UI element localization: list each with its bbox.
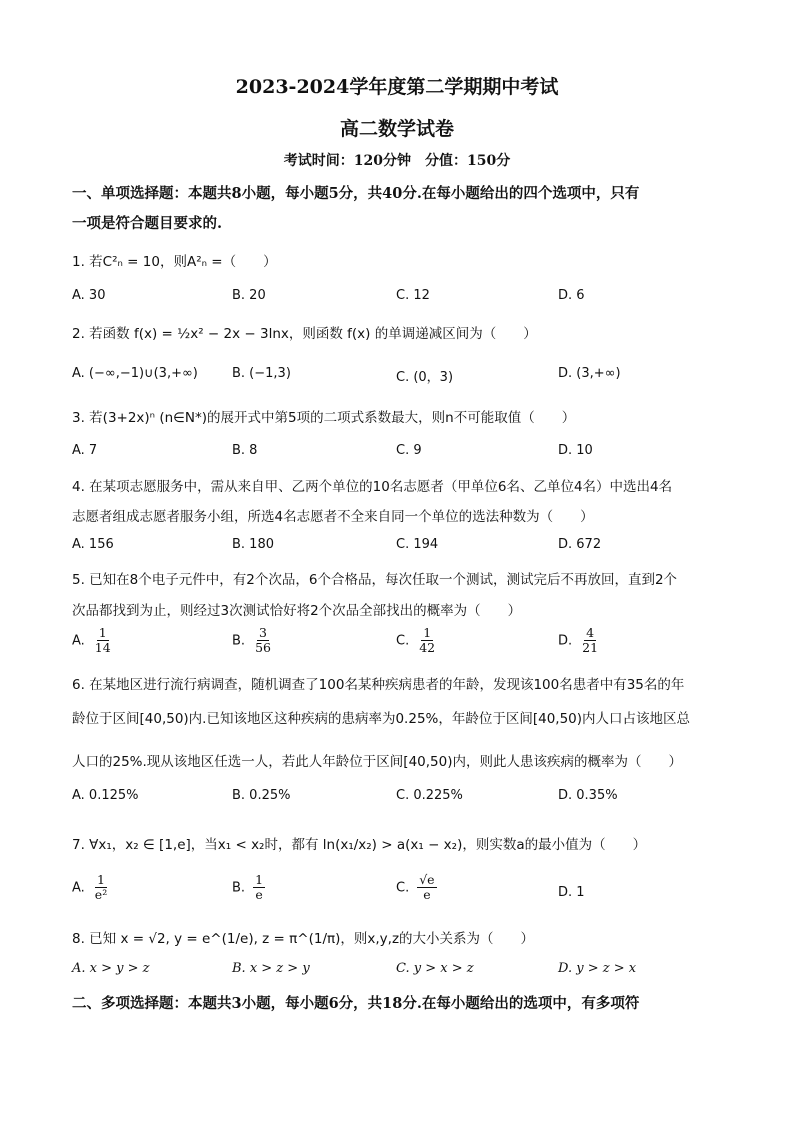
q6-stem-line3: 人口的25%.现从该地区任选一人，若此人年龄位于区间[40,50)内，则此人患该疾病的概率为（ ） bbox=[72, 754, 682, 770]
q6-option-d: D. 0.35% bbox=[558, 788, 618, 803]
q5-option-a-denominator: 14 bbox=[94, 640, 111, 656]
q7-option-b-fraction bbox=[253, 873, 265, 903]
q2-option-d: D. (3,+∞) bbox=[558, 366, 621, 381]
q2-stem: 2. 若函数 f(x) = ½x² − 2x − 3lnx，则函数 f(x) 的单调递减区间为（ ） bbox=[72, 326, 537, 342]
q7-option-a-fraction bbox=[93, 873, 109, 903]
q3-option-d: D. 10 bbox=[558, 443, 593, 458]
q4-stem-line2: 志愿者组成志愿者服务小组，所选4名志愿者不全来自同一个单位的选法种数为（ ） bbox=[72, 509, 594, 525]
q6-option-b: B. 0.25% bbox=[232, 788, 291, 803]
q3-option-a: A. 7 bbox=[72, 443, 98, 458]
q5-option-a-fraction bbox=[93, 626, 113, 656]
q5-option-b bbox=[232, 626, 273, 656]
q5-option-a-letter: A. bbox=[72, 633, 85, 649]
exam-subtitle: 高二数学试卷 bbox=[339, 118, 454, 140]
q7-option-c-letter: C. bbox=[396, 880, 410, 896]
q1-option-c: C. 12 bbox=[396, 288, 430, 303]
q7-option-a-letter: A. bbox=[72, 880, 85, 896]
q7-option-a-denominator: e² bbox=[94, 887, 108, 903]
q7-option-d: D. 1 bbox=[558, 885, 585, 900]
q2-option-b: B. (−1,3) bbox=[232, 366, 291, 381]
q3-option-b: B. 8 bbox=[232, 443, 258, 458]
q6-stem-line2: 龄位于区间[40,50)内.已知该地区这种疾病的患病率为0.25%，年龄位于区间[40,50)内人口占该地区总 bbox=[72, 711, 691, 727]
exam-meta: 考试时间：120分钟 分值：150分 bbox=[283, 153, 511, 169]
q5-option-c-numerator: 1 bbox=[423, 625, 432, 640]
q5-option-d bbox=[558, 626, 600, 656]
q7-option-a bbox=[72, 873, 109, 903]
q6-option-c: C. 0.225% bbox=[396, 788, 463, 803]
q4-stem-line1: 4. 在某项志愿服务中，需从来自甲、乙两个单位的10名志愿者（甲单位6名、乙单位4名）中选出4名 bbox=[72, 479, 673, 495]
q8-option-a: A. x > y > z bbox=[72, 961, 150, 976]
q7-option-c-denominator: e bbox=[423, 887, 431, 903]
exam-title: 2023-2024学年度第二学期期中考试 bbox=[235, 76, 559, 98]
q5-option-d-denominator: 21 bbox=[582, 640, 599, 656]
q5-stem-line1: 5. 已知在8个电子元件中，有2个次品，6个合格品，每次任取一个测试，测试完后不再放回，直到2个 bbox=[72, 572, 678, 588]
q7-option-b bbox=[232, 873, 265, 903]
q7-option-c-fraction bbox=[417, 873, 436, 903]
q7-option-b-letter: B. bbox=[232, 880, 246, 896]
q4-option-d: D. 672 bbox=[558, 537, 602, 552]
q6-stem-line1: 6. 在某地区进行流行病调查，随机调查了100名某种疾病患者的年龄，发现该100名患者中有35名的年 bbox=[72, 677, 685, 693]
q7-option-c-numerator: √e bbox=[419, 872, 435, 887]
q8-option-d: D. y > z > x bbox=[558, 961, 637, 976]
q1-option-a: A. 30 bbox=[72, 288, 106, 303]
q5-option-b-letter: B. bbox=[232, 633, 246, 649]
section1-heading-cont: 一项是符合题目要求的. bbox=[72, 215, 223, 232]
q8-option-c: C. y > x > z bbox=[396, 961, 474, 976]
q4-option-c: C. 194 bbox=[396, 537, 439, 552]
q5-option-a-numerator: 1 bbox=[98, 625, 107, 640]
q5-option-c-denominator: 42 bbox=[419, 640, 436, 656]
section1-heading: 一、单项选择题：本题共8小题，每小题5分，共40分.在每小题给出的四个选项中，只有 bbox=[72, 185, 640, 202]
q2-option-a: A. (−∞,−1)∪(3,+∞) bbox=[72, 366, 198, 381]
q2-option-c: C. (0，3) bbox=[396, 370, 454, 385]
q7-option-b-denominator: e bbox=[255, 887, 263, 903]
q5-option-d-numerator: 4 bbox=[586, 625, 595, 640]
q5-option-c-letter: C. bbox=[396, 633, 410, 649]
q7-option-c bbox=[396, 873, 437, 903]
q4-option-b: B. 180 bbox=[232, 537, 274, 552]
q1-stem: 1. 若C²ₙ = 10，则A²ₙ =（ ） bbox=[72, 254, 277, 270]
q1-option-b: B. 20 bbox=[232, 288, 266, 303]
q5-option-b-denominator: 56 bbox=[255, 640, 271, 656]
section2-heading: 二、多项选择题：本题共3小题，每小题6分，共18分.在每小题给出的选项中，有多项符 bbox=[72, 995, 640, 1012]
q5-option-b-numerator: 3 bbox=[259, 625, 267, 640]
q3-stem: 3. 若(3+2x)ⁿ (n∈N*)的展开式中第5项的二项式系数最大，则n不可能取值（ ） bbox=[72, 410, 576, 426]
q7-option-b-numerator: 1 bbox=[255, 872, 264, 887]
q4-option-a: A. 156 bbox=[72, 537, 114, 552]
q7-option-a-numerator: 1 bbox=[97, 872, 105, 887]
q7-stem: 7. ∀x₁，x₂ ∈ [1,e]，当x₁ < x₂时，都有 ln(x₁/x₂) > a(x₁ − x₂)，则实数a的最小值为（ ） bbox=[72, 837, 647, 853]
q8-stem: 8. 已知 x = √2, y = e^(1/e), z = π^(1/π)，则x,y,z的大小关系为（ ） bbox=[72, 931, 535, 947]
q3-option-c: C. 9 bbox=[396, 443, 422, 458]
q5-option-c bbox=[396, 626, 437, 656]
q5-option-a bbox=[72, 626, 113, 656]
q8-option-b: B. x > z > y bbox=[232, 961, 310, 976]
q5-option-b-fraction bbox=[253, 626, 273, 656]
q5-option-d-letter: D. bbox=[558, 633, 573, 649]
q5-option-d-fraction bbox=[580, 626, 600, 656]
q5-stem-line2: 次品都找到为止，则经过3次测试恰好将2个次品全部找出的概率为（ ） bbox=[72, 603, 522, 619]
q6-option-a: A. 0.125% bbox=[72, 788, 139, 803]
q1-option-d: D. 6 bbox=[558, 288, 585, 303]
q5-option-c-fraction bbox=[417, 626, 437, 656]
